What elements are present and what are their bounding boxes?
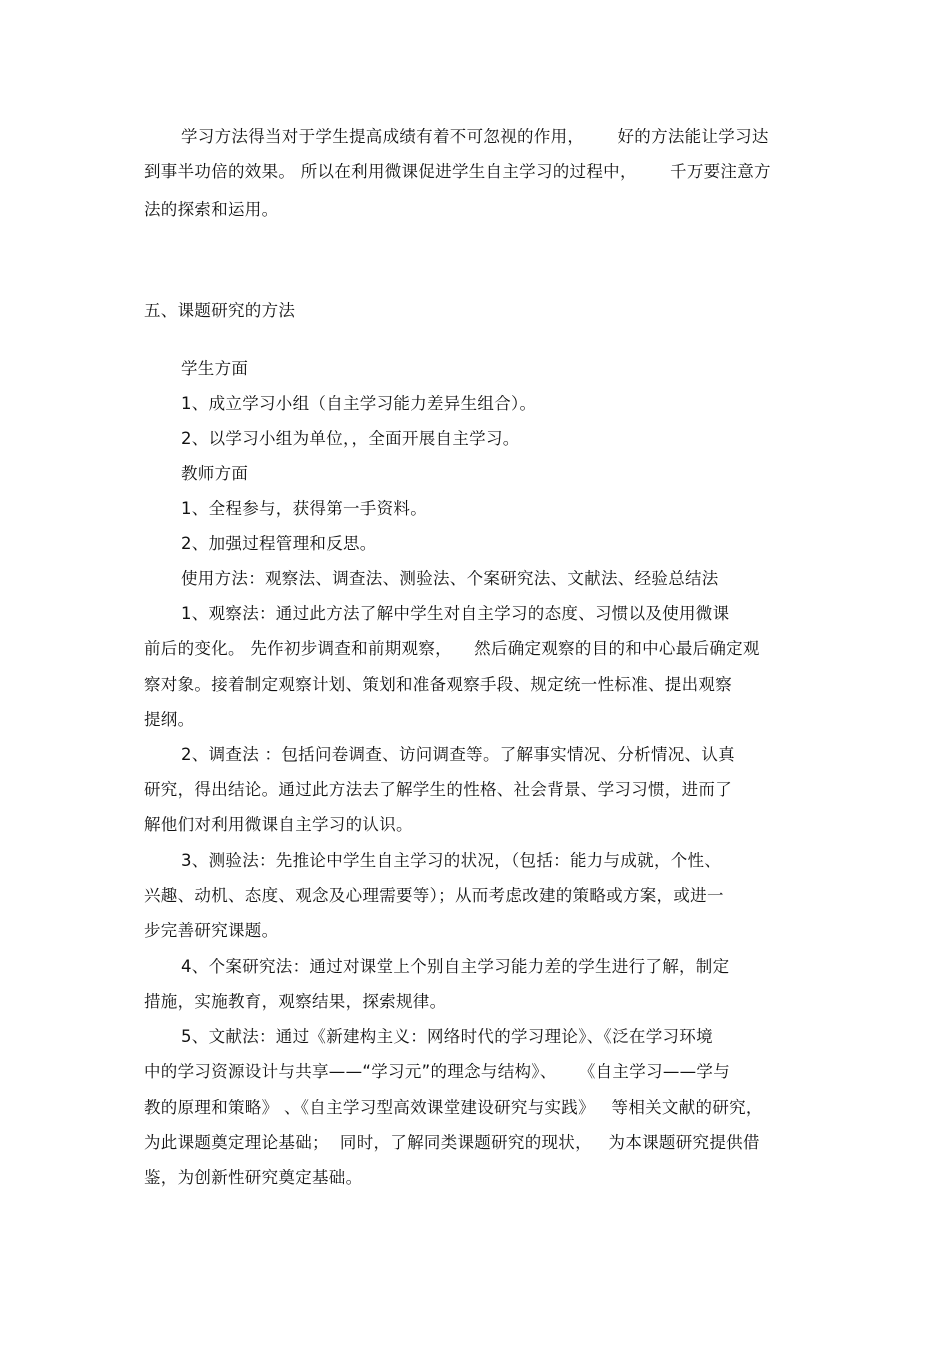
method-line: 1、观察法：通过此方法了解中学生对自主学习的态度、习惯以及使用微课 (181, 604, 730, 623)
method-line: 鉴，为创新性研究奠定基础。 (144, 1168, 363, 1187)
method-line: 措施，实施教育，观察结果，探索规律。 (144, 992, 447, 1011)
method-line: 察对象。接着制定观察计划、策划和准备观察手段、规定统一性标准、提出观察 (144, 675, 732, 694)
methods-overview: 使用方法：观察法、调查法、测验法、个案研究法、文献法、经验总结法 (181, 569, 719, 588)
student-item: 2、以学习小组为单位，，全面开展自主学习。 (181, 429, 520, 448)
intro-line: 学习方法得当对于学生提高成绩有着不可忽视的作用， 好的方法能让学习达 (181, 127, 769, 146)
method-line: 步完善研究课题。 (144, 921, 279, 940)
student-item: 1、成立学习小组（自主学习能力差异生组合）。 (181, 394, 537, 413)
method-line: 4、个案研究法：通过对课堂上个别自主学习能力差的学生进行了解，制定 (181, 957, 730, 976)
method-line: 5、文献法：通过《新建构主义：网络时代的学习理论》、《泛在学习环境 (181, 1027, 713, 1046)
method-line: 为此课题奠定理论基础； 同时，了解同类课题研究的现状， 为本课题研究提供借 (144, 1133, 760, 1152)
intro-line: 法的探索和运用。 (144, 200, 279, 219)
method-line: 兴趣、动机、态度、观念及心理需要等）；从而考虑改建的策略或方案，或进一 (144, 886, 724, 905)
section-heading: 五、课题研究的方法 (144, 301, 296, 320)
teacher-item: 1、全程参与，获得第一手资料。 (181, 499, 427, 518)
teacher-item: 2、加强过程管理和反思。 (181, 534, 377, 553)
intro-line: 到事半功倍的效果。 所以在利用微课促进学生自主学习的过程中， 千万要注意方 (144, 162, 771, 181)
method-line: 解他们对利用微课自主学习的认识。 (144, 815, 413, 834)
method-line: 前后的变化。 先作初步调查和前期观察， 然后确定观察的目的和中心最后确定观 (144, 639, 760, 658)
method-line: 中的学习资源设计与共享——“学习元”的理念与结构》、 《自主学习——学与 (144, 1062, 731, 1081)
method-line: 3、测验法：先推论中学生自主学习的状况，（包括：能力与成就，个性、 (181, 851, 722, 870)
student-subheading: 学生方面 (181, 359, 249, 378)
method-line: 2、调查法 ：包括问卷调查、访问调查等。了解事实情况、分析情况、认真 (181, 745, 735, 764)
method-line: 研究，得出结论。通过此方法去了解学生的性格、社会背景、学习习惯，进而了 (144, 780, 732, 799)
method-line: 教的原理和策略》 、《自主学习型高效课堂建设研究与实践》 等相关文献的研究， (144, 1098, 763, 1117)
method-line: 提纲。 (144, 710, 195, 729)
teacher-subheading: 教师方面 (181, 464, 249, 483)
